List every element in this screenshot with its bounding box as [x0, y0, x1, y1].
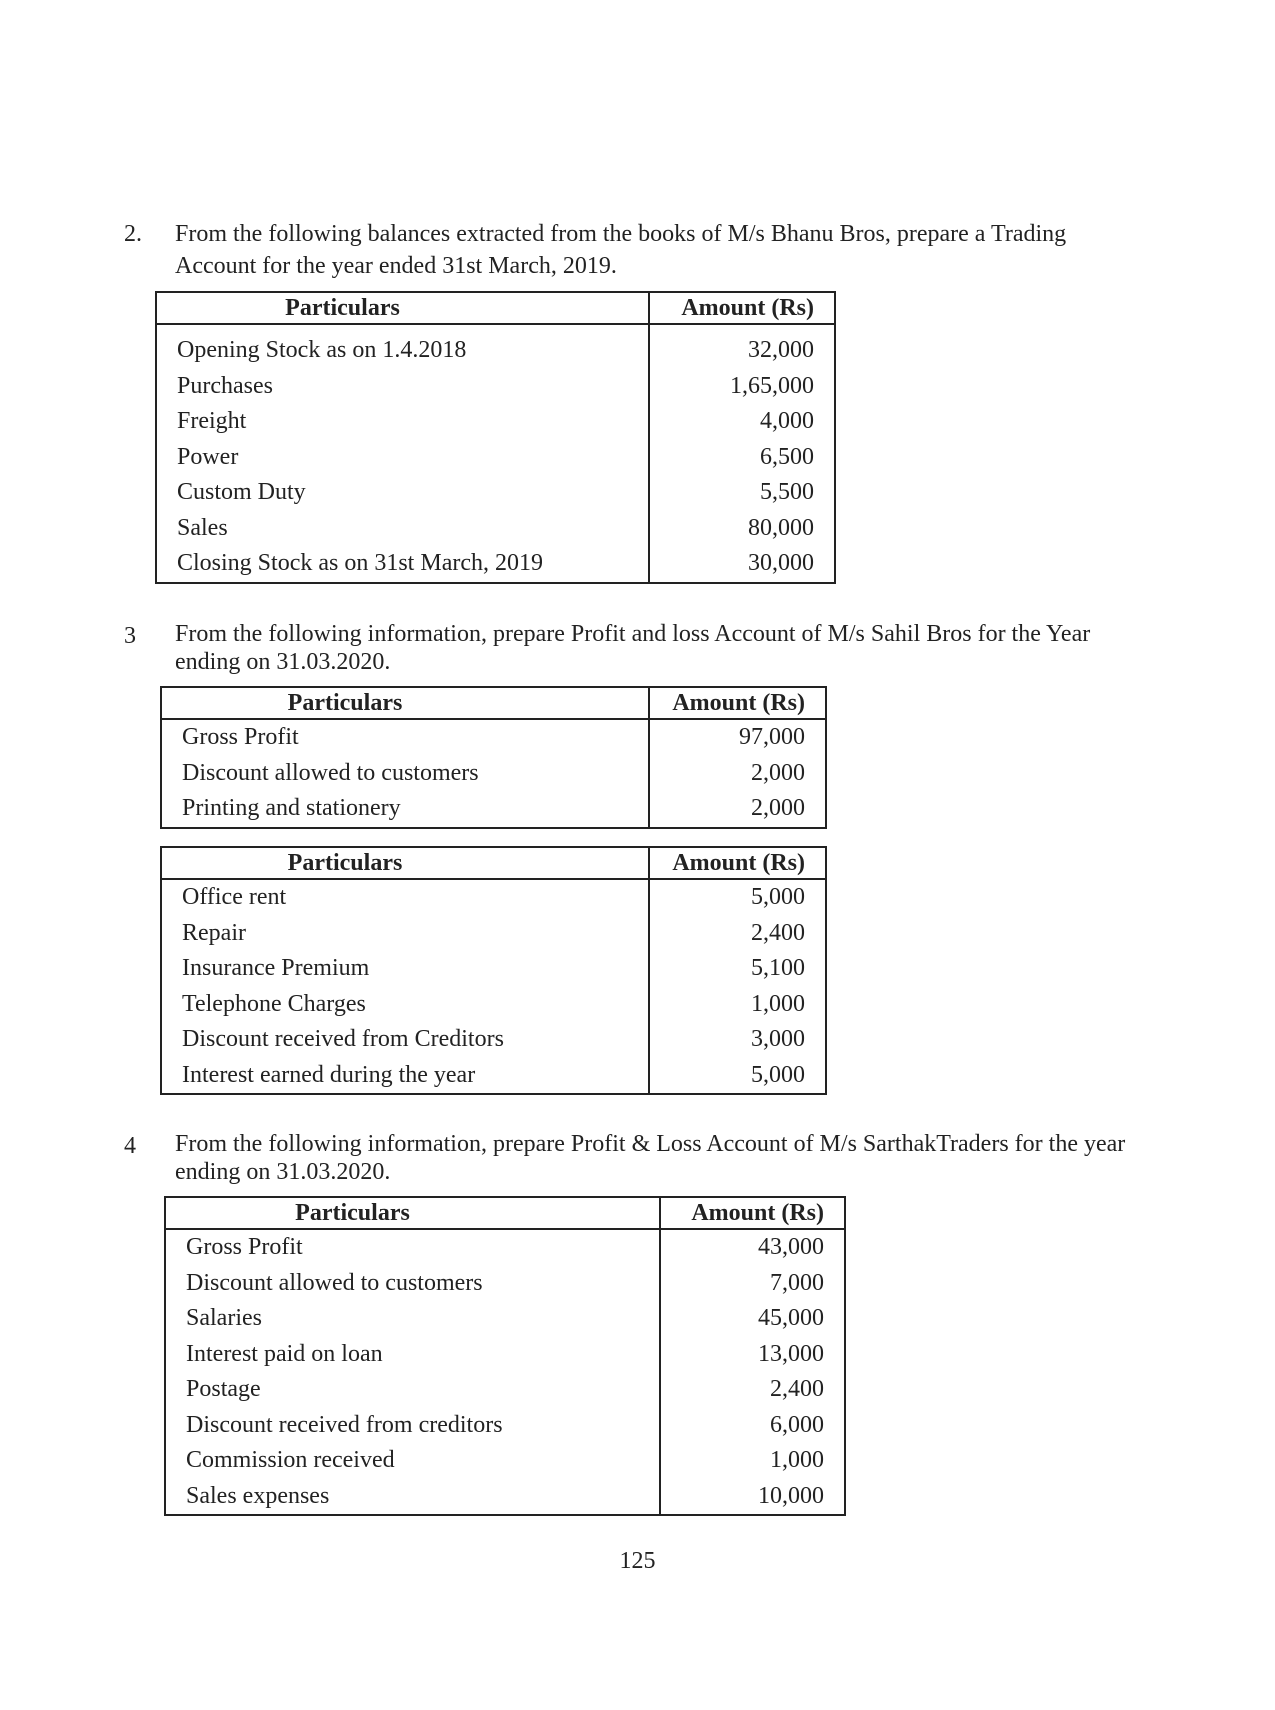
amount-cell: 97,000	[649, 719, 826, 756]
header-amount: Amount (Rs)	[649, 687, 826, 719]
amount-cell: 1,000	[649, 987, 826, 1023]
particular-cell: Purchases	[177, 372, 273, 399]
amount-cell: 5,000	[649, 1058, 826, 1095]
table-row	[161, 916, 826, 952]
particular-cell: Office rent	[182, 884, 287, 911]
particular-cell: Discount received from Creditors	[182, 1026, 504, 1053]
amount-cell: 30,000	[649, 546, 835, 583]
profit-loss-table-part-2	[160, 846, 827, 1095]
particular-cell: Printing and stationery	[182, 795, 401, 822]
amount-cell: 3,000	[649, 1022, 826, 1058]
table-row	[165, 1408, 845, 1444]
table-row	[156, 369, 835, 405]
question-number: 2.	[124, 221, 142, 247]
amount-cell: 13,000	[660, 1337, 845, 1373]
particular-cell: Gross Profit	[182, 724, 299, 751]
table-row	[165, 1479, 845, 1516]
table-row	[161, 791, 826, 828]
table-row	[156, 440, 835, 476]
amount-cell: 6,000	[660, 1408, 845, 1444]
table-header-row	[165, 1197, 845, 1229]
particular-cell: Telephone Charges	[182, 990, 366, 1017]
header-amount: Amount (Rs)	[649, 847, 826, 879]
particular-cell: Discount allowed to customers	[182, 759, 479, 786]
particular-cell: Postage	[186, 1376, 261, 1403]
table-row	[161, 1058, 826, 1095]
amount-cell: 43,000	[660, 1229, 845, 1266]
particular-cell: Opening Stock as on 1.4.2018	[177, 337, 467, 364]
table-header-row	[156, 292, 835, 324]
table-row	[161, 756, 826, 792]
question-text: From the following information, prepare Profit & Loss Account of M/s SarthakTraders for the year ending on 31.03.2020.	[175, 1131, 1126, 1185]
particular-cell: Sales expenses	[186, 1482, 330, 1509]
particular-cell: Interest earned during the year	[182, 1061, 476, 1088]
table-row	[156, 475, 835, 511]
particular-cell: Commission received	[186, 1447, 395, 1474]
amount-cell: 4,000	[649, 404, 835, 440]
amount-cell: 5,500	[649, 475, 835, 511]
particular-cell: Custom Duty	[177, 479, 306, 506]
question-number: 3	[124, 623, 136, 649]
table-row	[156, 404, 835, 440]
table-row	[165, 1443, 845, 1479]
particular-cell: Sales	[177, 514, 228, 541]
header-particulars: Particulars	[161, 687, 649, 719]
amount-cell: 10,000	[660, 1479, 845, 1516]
header-particulars: Particulars	[161, 847, 649, 879]
amount-cell: 32,000	[649, 324, 835, 369]
table-row	[165, 1372, 845, 1408]
particular-cell: Gross Profit	[186, 1234, 303, 1261]
header-particulars: Particulars	[165, 1197, 660, 1229]
particular-cell: Insurance Premium	[182, 955, 370, 982]
question-text: From the following information, prepare Profit and loss Account of M/s Sahil Bros for the Year ending on 31.03.2020.	[175, 621, 1091, 675]
table-row	[161, 879, 826, 916]
amount-cell: 2,400	[649, 916, 826, 952]
table-row	[165, 1337, 845, 1373]
particular-cell: Power	[177, 443, 239, 470]
table-header-row	[161, 687, 826, 719]
amount-cell: 5,000	[649, 879, 826, 916]
particular-cell: Freight	[177, 408, 247, 435]
table-row	[165, 1229, 845, 1266]
particular-cell: Repair	[182, 919, 246, 946]
amount-cell: 2,000	[649, 791, 826, 828]
amount-cell: 2,000	[649, 756, 826, 792]
amount-cell: 1,000	[660, 1443, 845, 1479]
table-row	[156, 324, 835, 369]
table-row	[165, 1301, 845, 1337]
table-row	[156, 511, 835, 547]
particular-cell: Salaries	[186, 1305, 262, 1332]
table-row	[161, 719, 826, 756]
amount-cell: 80,000	[649, 511, 835, 547]
trading-account-table	[155, 291, 836, 584]
table-row	[156, 546, 835, 583]
profit-loss-table-part-1	[160, 686, 827, 829]
particular-cell: Discount received from creditors	[186, 1411, 503, 1438]
particular-cell: Discount allowed to customers	[186, 1269, 483, 1296]
header-particulars: Particulars	[156, 292, 649, 324]
amount-cell: 2,400	[660, 1372, 845, 1408]
sarthak-profit-loss-table	[164, 1196, 846, 1516]
amount-cell: 7,000	[660, 1266, 845, 1302]
table-row	[161, 1022, 826, 1058]
amount-cell: 5,100	[649, 951, 826, 987]
particular-cell: Interest paid on loan	[186, 1340, 383, 1367]
amount-cell: 1,65,000	[649, 369, 835, 405]
particular-cell: Closing Stock as on 31st March, 2019	[177, 550, 543, 577]
question-number: 4	[124, 1133, 136, 1159]
header-amount: Amount (Rs)	[649, 292, 835, 324]
page-number: 125	[619, 1548, 656, 1574]
amount-cell: 45,000	[660, 1301, 845, 1337]
header-amount: Amount (Rs)	[660, 1197, 845, 1229]
amount-cell: 6,500	[649, 440, 835, 476]
table-row	[161, 951, 826, 987]
table-header-row	[161, 847, 826, 879]
table-row	[161, 987, 826, 1023]
question-text: From the following balances extracted from the books of M/s Bhanu Bros, prepare a Trading Account for the year ended 31st March, 2019.	[175, 221, 1067, 279]
table-row	[165, 1266, 845, 1302]
